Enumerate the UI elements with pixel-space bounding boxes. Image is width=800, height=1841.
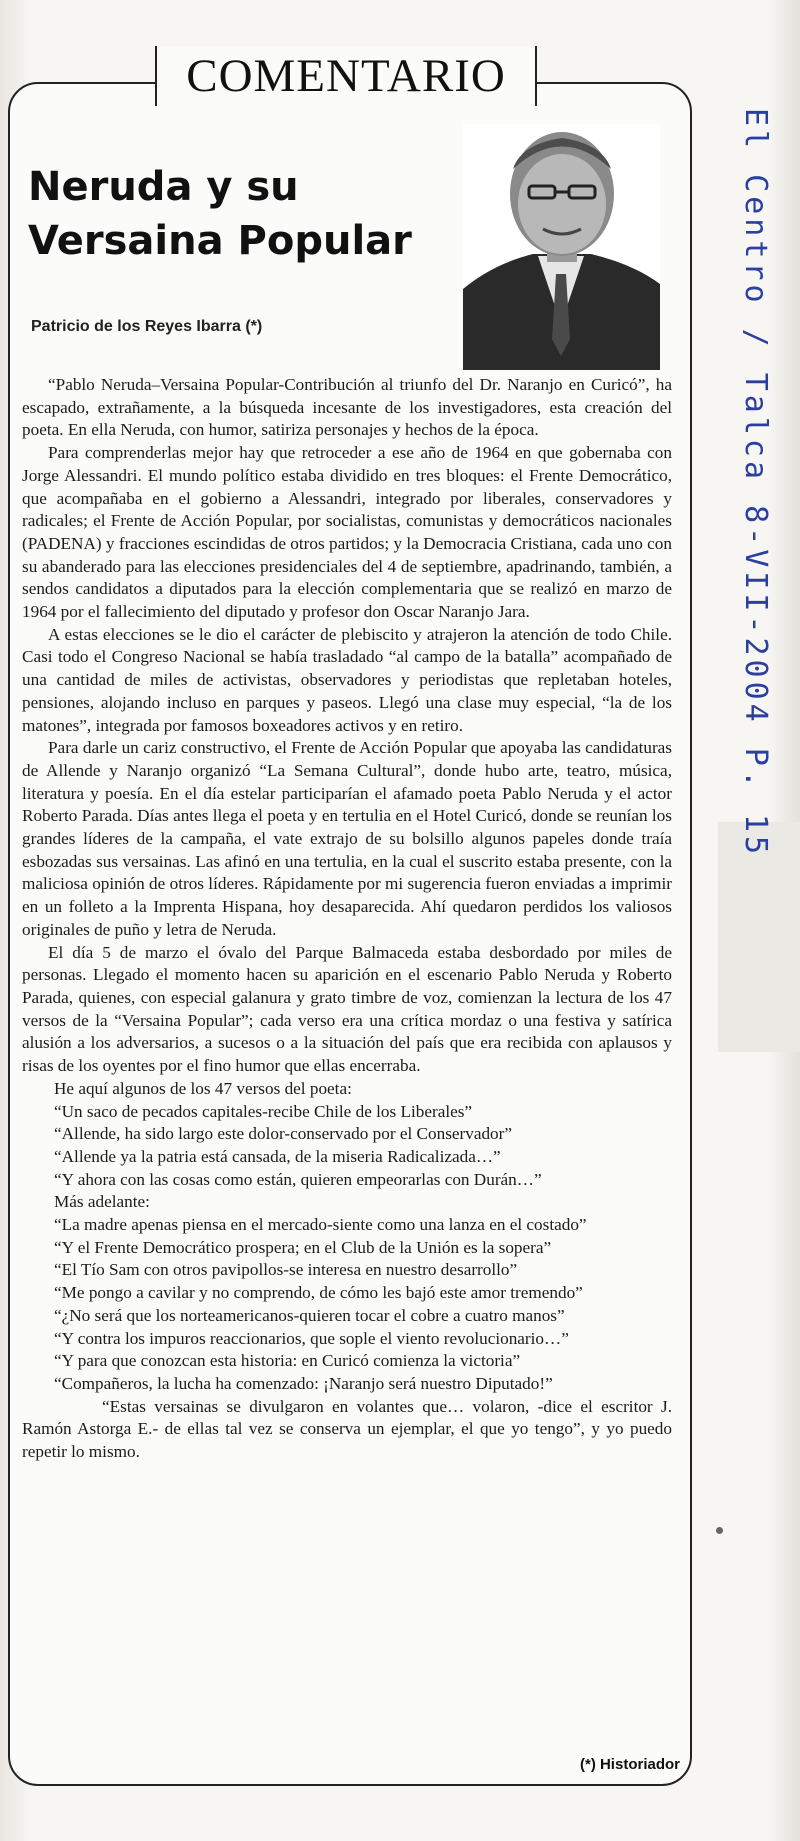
verse-line: “Y para que conozcan esta historia: en Curicó comienza la victoria”: [54, 1351, 521, 1371]
verse-line: “El Tío Sam con otros pavipollos-se interesa en nuestro desarrollo”: [54, 1260, 518, 1280]
author-photo: [463, 124, 660, 370]
verse-line: “Y el Frente Democrático prospera; en el Club de la Unión es la sopera”: [54, 1237, 552, 1257]
title-line-1: Neruda y su: [28, 164, 299, 210]
verse-line: Más adelante:: [54, 1192, 150, 1212]
article-body: [22, 374, 672, 1464]
verse-line: “Y ahora con las cosas como están, quieren empeorarlas con Durán…”: [54, 1169, 542, 1189]
verse-line: “Allende ya la patria está cansada, de la miseria Radicalizada…”: [54, 1146, 501, 1166]
verse-line: “Un saco de pecados capitales-recibe Chile de los Liberales”: [54, 1101, 473, 1121]
verse-line: He aquí algunos de los 47 versos del poeta:: [54, 1078, 352, 1098]
footnote: (*) Historiador: [579, 1756, 680, 1773]
verse-line: “Allende, ha sido largo este dolor-conservado por el Conservador”: [54, 1124, 513, 1144]
closing-paragraph: “Estas versainas se divulgaron en volantes que… volaron, -dice el escritor J. Ramón Astorga E.- de ellas tal vez se conserva un ejemplar, el que yo tengo”, y yo puedo repetir lo mismo.: [22, 1396, 672, 1462]
paragraph: A estas elecciones se le dio el carácter de plebiscito y atrajeron la atención de todo Chile. Casi todo el Congreso Nacional se había trasladado “al campo de la batalla” acompañado de una cantidad de miles de activistas, observadores y periodistas que repletaban hoteles, pensiones, alojando incluso en parques y paseos. Llegó una clase muy especial, “la de los matones”, integrada por famosos boxeadores activos y en retiro.: [22, 624, 672, 735]
verse-line: “Me pongo a cavilar y no comprendo, de cómo les bajó este amor tremendo”: [54, 1283, 583, 1303]
section-title: COMENTARIO: [186, 50, 506, 102]
paragraph: Para darle un cariz constructivo, el Frente de Acción Popular que apoyaba las candidaturas de Allende y Naranjo organizó “La Semana Cultural”, donde hubo arte, teatro, música, literatura y poesía. En el día estelar participarían el afamado poeta Pablo Neruda y el actor Roberto Parada. Días antes llega el poeta y en tertulia en el Hotel Curicó, donde se reunían los grandes líderes de la campaña, el vate extrajo de su bolsillo algunos papeles donde traía esbozadas sus versainas. Las afinó en una tertulia, en la cual el suscrito estaba presente, con la maliciosa opinión de otros líderes. Rápidamente por mi sugerencia fueron enviadas a imprimir en un folleto a la Imprenta Hispana, hoy desaparecida. Ahí quedaron perdidos los valiosos originales de puño y letra de Neruda.: [22, 738, 672, 939]
article-title: [28, 160, 448, 268]
paragraph: “Pablo Neruda–Versaina Popular-Contribución al triunfo del Dr. Naranjo en Curicó”, ha escapado, extrañamente, a la búsqueda incesante de los investigadores, esta creación del poeta. En ella Neruda, con humor, satiriza personajes y hechos de la época.: [22, 375, 672, 440]
verse-line: “La madre apenas piensa en el mercado-siente como una lanza en el costado”: [54, 1215, 587, 1235]
paragraph: Para comprenderlas mejor hay que retroceder a ese año de 1964 en que gobernaba con Jorge Alessandri. El mundo político estaba dividido en tres bloques: el Frente Democrático, que acompañaba en el gobierno a Alessandri, integrado por liberales, conservadores y radicales; el Frente de Acción Popular, por socialistas, comunistas y democráticos nacionales (PADENA) y fracciones escindidas de otros partidos; y la Democracia Cristiana, cada uno con su abanderado para las elecciones presidenciales del 4 de septiembre, apadrinando, también, a sendos candidatos a diputados para la elección complementaria que se realizó en marzo de 1964 por el fallecimiento del diputado y profesor don Oscar Naranjo Jara.: [22, 443, 672, 622]
paragraph: El día 5 de marzo el óvalo del Parque Balmaceda estaba desbordado por miles de personas. Llegado el momento hacen su aparición en el escenario Pablo Neruda y Roberto Parada, quienes, con especial galanura y grato timbre de voz, comienzan la lectura de los 47 versos de la “Versaina Popular”; cada verso era una crítica mordaz o una festiva y satírica alusión a los adversarios, a sucesos o a la situación del país que era recibida con aplausos y risas de los oyentes por el fino humor que ellas encerraba.: [22, 942, 672, 1076]
title-line-2: Versaina Popular: [28, 218, 412, 264]
verse-line: “¿No será que los norteamericanos-quieren tocar el cobre a cuatro manos”: [54, 1305, 565, 1325]
scan-dot: [716, 1527, 723, 1534]
verse-list: [22, 1078, 672, 1396]
verse-line: “Y contra los impuros reaccionarios, que sople el viento revolucionario…”: [54, 1328, 569, 1348]
section-header: [155, 46, 537, 106]
verse-line: “Compañeros, la lucha ha comenzado: ¡Naranjo será nuestro Diputado!”: [54, 1373, 553, 1393]
handwritten-annotation: El Centro / Talca 8-VII-2004 P. 15: [738, 108, 773, 859]
byline: Patricio de los Reyes Ibarra (*): [31, 318, 263, 335]
portrait-image: [463, 124, 660, 370]
